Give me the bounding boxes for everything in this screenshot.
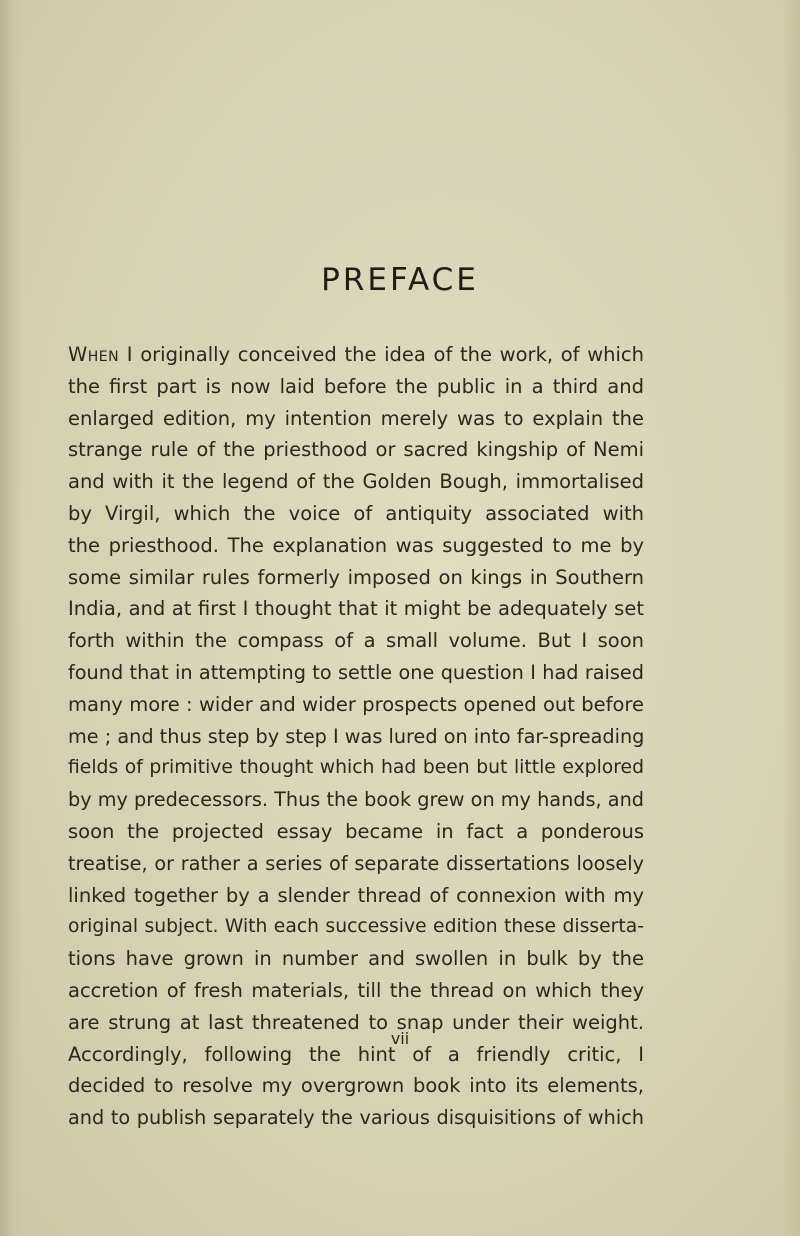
text-line: fields of primitive thought which had been but little explored — [68, 757, 644, 779]
page-edge-shadow — [782, 0, 800, 1236]
text-line: many more : wider and wider prospects opened out before — [68, 692, 644, 716]
text-line: decided to resolve my overgrown book into its elements, — [68, 1074, 644, 1098]
text-line: and with it the legend of the Golden Bough, immortalised — [68, 470, 644, 494]
text-line: original subject. With each successive edition these disserta- — [68, 916, 644, 938]
text-line: tions have grown in number and swollen in bulk by the — [68, 947, 644, 971]
text-line: treatise, or rather a series of separate dissertations loosely — [68, 851, 644, 875]
page-title: PREFACE — [321, 262, 479, 298]
text-line: me ; and thus step by step I was lured on into far-spreading — [68, 724, 645, 748]
text-line: by Virgil, which the voice of antiquity associated with — [68, 501, 644, 525]
text-line: soon the projected essay became in fact a ponderous — [68, 819, 644, 843]
text-line: the priesthood. The explanation was suggested to me by — [68, 533, 644, 557]
text-line: linked together by a slender thread of connexion with my — [68, 883, 644, 907]
text-line: accretion of fresh materials, till the thread on which they — [68, 978, 644, 1002]
text-line: some similar rules formerly imposed on kings in Southern — [68, 565, 644, 589]
text-line: forth within the compass of a small volume. But I soon — [68, 629, 644, 653]
text-line: the first part is now laid before the public in a third and — [68, 374, 644, 398]
text-line: Accordingly, following the hint of a friendly critic, I — [68, 1042, 644, 1066]
text-line: are strung at last threatened to snap under their weight. — [68, 1010, 644, 1034]
page-number: vii — [390, 1029, 410, 1048]
text-line: India, and at first I thought that it might be adequately set — [68, 597, 644, 621]
opening-word: When — [68, 343, 120, 366]
text-line: and to publish separately the various disquisitions of which — [68, 1106, 644, 1130]
text-line: by my predecessors. Thus the book grew on my hands, and — [68, 788, 644, 812]
text-line: found that in attempting to settle one question I had raised — [68, 660, 644, 684]
text-line: When I originally conceived the idea of the work, of which — [68, 343, 644, 366]
text-line: enlarged edition, my intention merely was to explain the — [68, 406, 644, 430]
page-gutter-shadow — [0, 0, 22, 1236]
text-line: strange rule of the priesthood or sacred kingship of Nemi — [68, 438, 644, 462]
preface-paragraph — [68, 339, 644, 1134]
